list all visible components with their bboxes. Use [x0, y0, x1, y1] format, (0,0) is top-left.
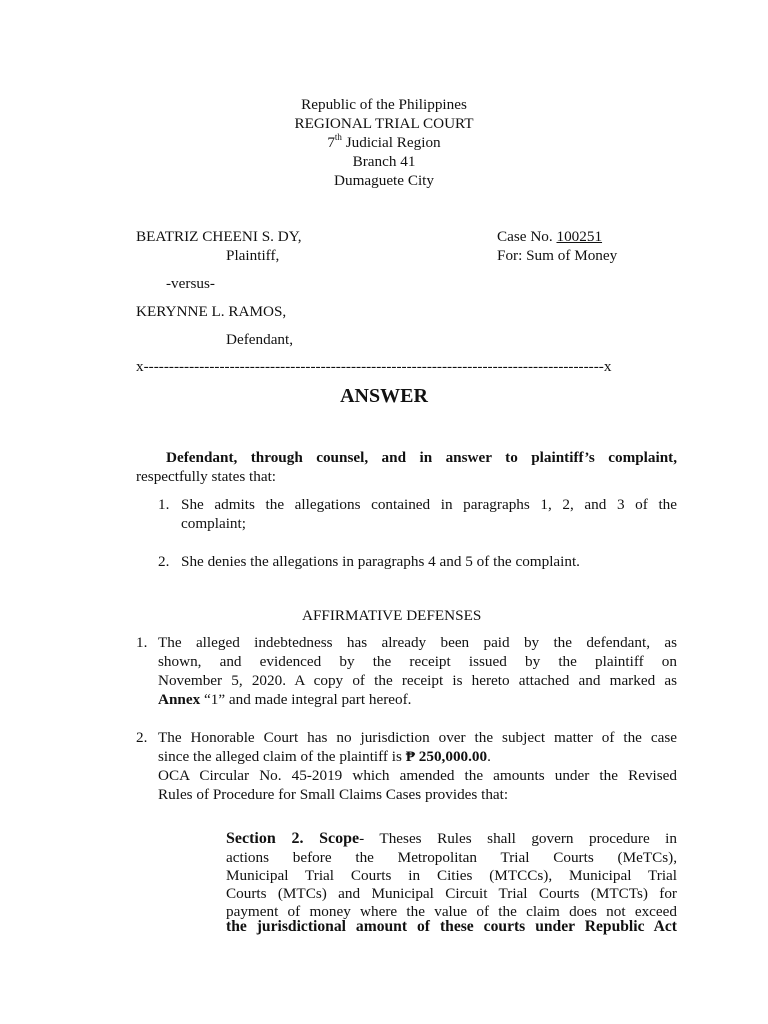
intro-line: Defendant, through counsel, and in answer to plaintiff’s complaint, — [166, 449, 677, 466]
admission-2-text: She denies the allegations in paragraphs 4 and 5 of the complaint. — [181, 553, 580, 570]
plaintiff-role: Plaintiff, — [226, 247, 280, 264]
admission-2-number: 2. — [158, 553, 170, 570]
defense-1-line1: The alleged indebtedness has already been paid by the defendant, as — [158, 634, 677, 651]
case-number: 100251 — [556, 228, 603, 245]
defense-1-line2: shown, and evidenced by the receipt issued by the plaintiff on — [158, 653, 677, 670]
claim-amount: ₱ 250,000.00 — [405, 748, 488, 765]
defense-2-line4: Rules of Procedure for Small Claims Cases provides that: — [158, 786, 509, 803]
quote-line6: the jurisdictional amount of these courts under Republic Act — [226, 918, 677, 935]
defense-2-line3: OCA Circular No. 45-2019 which amended the amounts under the Revised — [158, 767, 677, 784]
affirmative-defenses-heading: AFFIRMATIVE DEFENSES — [302, 607, 482, 624]
admission-1-number: 1. — [158, 496, 170, 513]
annex-label: Annex — [158, 691, 201, 708]
quote-line2: actions before the Metropolitan Trial Courts (MeTCs), — [226, 849, 677, 866]
quote-line3: Municipal Trial Courts in Cities (MTCCs), Municipal Trial — [226, 867, 677, 884]
quote-line1: Section 2. Scope- Theses Rules shall govern procedure in — [226, 830, 677, 847]
document-title: ANSWER — [340, 385, 428, 407]
admission-1-line1: She admits the allegations contained in paragraphs 1, 2, and 3 of the — [181, 496, 677, 513]
defendant-role: Defendant, — [226, 331, 294, 348]
header-branch: Branch 41 — [352, 153, 416, 170]
caption-divider: x-------------------------------------------------------------------------------------------x — [136, 358, 612, 375]
header-republic: Republic of the Philippines — [301, 96, 467, 113]
header-city: Dumaguete City — [334, 172, 434, 189]
defense-2-line1: The Honorable Court has no jurisdiction over the subject matter of the case — [158, 729, 677, 746]
case-nature: For: Sum of Money — [497, 247, 618, 264]
section-heading: Section 2. Scope — [226, 830, 360, 847]
defense-2-line2: since the alleged claim of the plaintiff is ₱ 250,000.00. — [158, 748, 491, 765]
versus-label: -versus- — [166, 275, 215, 292]
defense-1-line3: November 5, 2020. A copy of the receipt is hereto attached and marked as — [158, 672, 677, 689]
header-region: 7th Judicial Region — [327, 131, 441, 151]
quote-line5: payment of money where the value of the claim does not exceed — [226, 903, 677, 920]
plaintiff-name: BEATRIZ CHEENI S. DY, — [136, 228, 302, 245]
defense-2-number: 2. — [136, 729, 148, 746]
defense-1-number: 1. — [136, 634, 148, 651]
quote-line4: Courts (MTCs) and Municipal Circuit Trial Courts (MTCTs) for — [226, 885, 677, 902]
defendant-name: KERYNNE L. RAMOS, — [136, 303, 287, 320]
defense-1-line4: Annex “1” and made integral part hereof. — [158, 691, 412, 708]
admission-1-line2: complaint; — [181, 515, 246, 532]
header-court: REGIONAL TRIAL COURT — [294, 115, 474, 132]
case-number-line: Case No. 100251 — [497, 228, 603, 245]
intro-continuation: respectfully states that: — [136, 468, 277, 485]
